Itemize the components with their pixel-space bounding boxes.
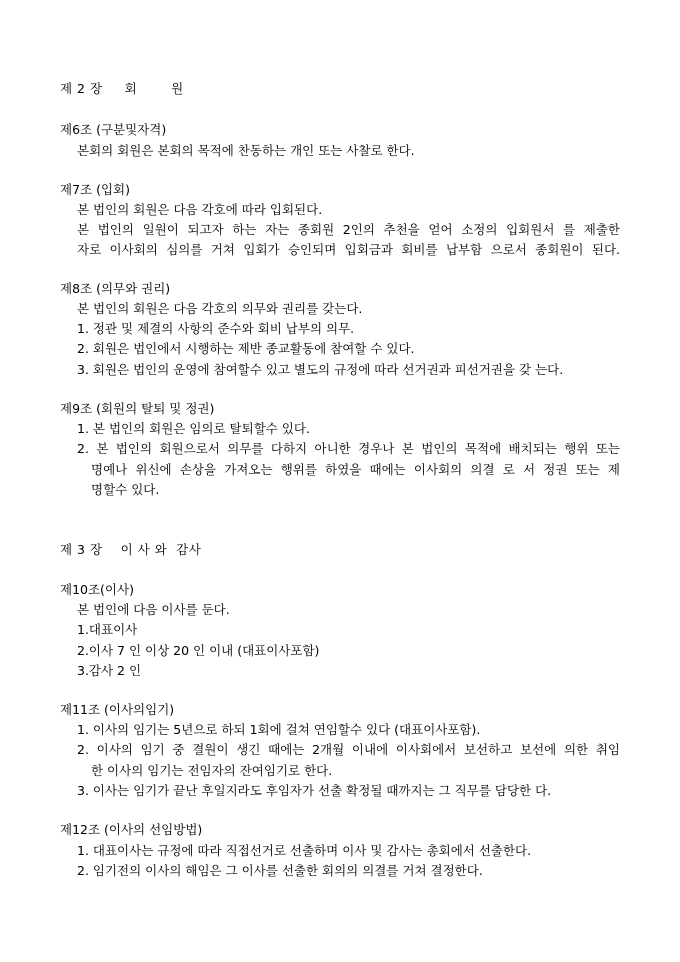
list-item: 2. 임기전의 이사의 해임은 그 이사를 선출한 회의의 의결를 거쳐 결정한다.: [77, 863, 483, 878]
article-title: 제7조 (입회): [60, 182, 130, 197]
chapter-heading: [60, 541, 201, 559]
list-item-continued: 명예나 위신에 손상을 가져오는 행위를 하였을 때에는 이사회의 의결 로 서 정권 또는 제: [91, 462, 620, 477]
list-item: 2.이사 7 인 이상 20 인 이내 (대표이사포함): [77, 643, 320, 658]
list-item-continued: 한 이사의 임기는 전임자의 잔여임기로 한다.: [91, 763, 333, 778]
list-item: 3. 회원은 법인의 운영에 참여할수 있고 별도의 규정에 따라 선거권과 피선거권을 갖 는다.: [77, 362, 564, 377]
article-body: 본 법인의 회원은 다음 각호에 따라 입회된다.: [77, 202, 323, 217]
list-item: 1. 본 법인의 회원은 임의로 탈퇴할수 있다.: [77, 421, 310, 436]
list-item: 3. 이사는 임기가 끝난 후일지라도 후임자가 선출 확정될 때까지는 그 직무를 담당한 다.: [77, 783, 552, 798]
article-title: 제6조 (구분및자격): [60, 122, 167, 137]
list-item: 1.대표이사: [77, 622, 138, 637]
list-item: 1. 이사의 임기는 5년으로 하되 1회에 걸쳐 연임할수 있다 (대표이사포함).: [77, 722, 481, 737]
article-title: 제12조 (이사의 선임방법): [60, 822, 203, 837]
chapter-title-part: 회: [124, 81, 138, 96]
chapter-title: 이 사 와 감사: [120, 542, 202, 557]
list-item: 3.감사 2 인: [77, 663, 142, 678]
article-body: 본 법인에 다음 이사를 둔다.: [77, 602, 230, 617]
article-title: 제9조 (회원의 탈퇴 및 정권): [60, 401, 215, 416]
article-body: 본 법인의 일원이 되고자 하는 자는 종회원 2인의 추천을 얻어 소정의 입회원서 를 제출한: [77, 222, 620, 237]
list-item-continued: 명할수 있다.: [91, 482, 160, 497]
article-title: 제8조 (의무와 권리): [60, 281, 171, 296]
article-body: 본회의 회원은 본회의 목적에 찬동하는 개인 또는 사찰로 한다.: [77, 143, 415, 158]
chapter-number: 제 2 장: [60, 81, 103, 96]
list-item: 2. 본 법인의 회원으로서 의무를 다하지 아니한 경우나 본 법인의 목적에 배치되는 행위 또는: [77, 441, 620, 456]
chapter-title-part: 원: [171, 81, 184, 96]
article-title: 제11조 (이사의임기): [60, 702, 175, 717]
list-item: 2. 이사의 임기 중 결원이 생긴 때에는 2개월 이내에 이사회에서 보선하고 보선에 의한 취임: [77, 742, 620, 757]
chapter-number: 제 3 장: [60, 542, 103, 557]
article-body: 본 법인의 회원은 다음 각호의 의무와 권리를 갖는다.: [77, 301, 363, 316]
list-item: 1. 대표이사는 규정에 따라 직접선거로 선출하며 이사 및 감사는 총회에서 선출한다.: [77, 843, 532, 858]
list-item: 1. 정관 및 제결의 사항의 준수와 회비 납부의 의무.: [77, 321, 355, 336]
list-item: 2. 회원은 법인에서 시행하는 제반 종교활동에 참여할 수 있다.: [77, 341, 415, 356]
chapter-heading: [60, 80, 184, 98]
article-title: 제10조(이사): [60, 582, 134, 597]
article-body: 자로 이사회의 심의를 거쳐 입회가 승인되며 입회금과 회비를 납부함 으로서 종회원이 된다.: [77, 242, 620, 257]
